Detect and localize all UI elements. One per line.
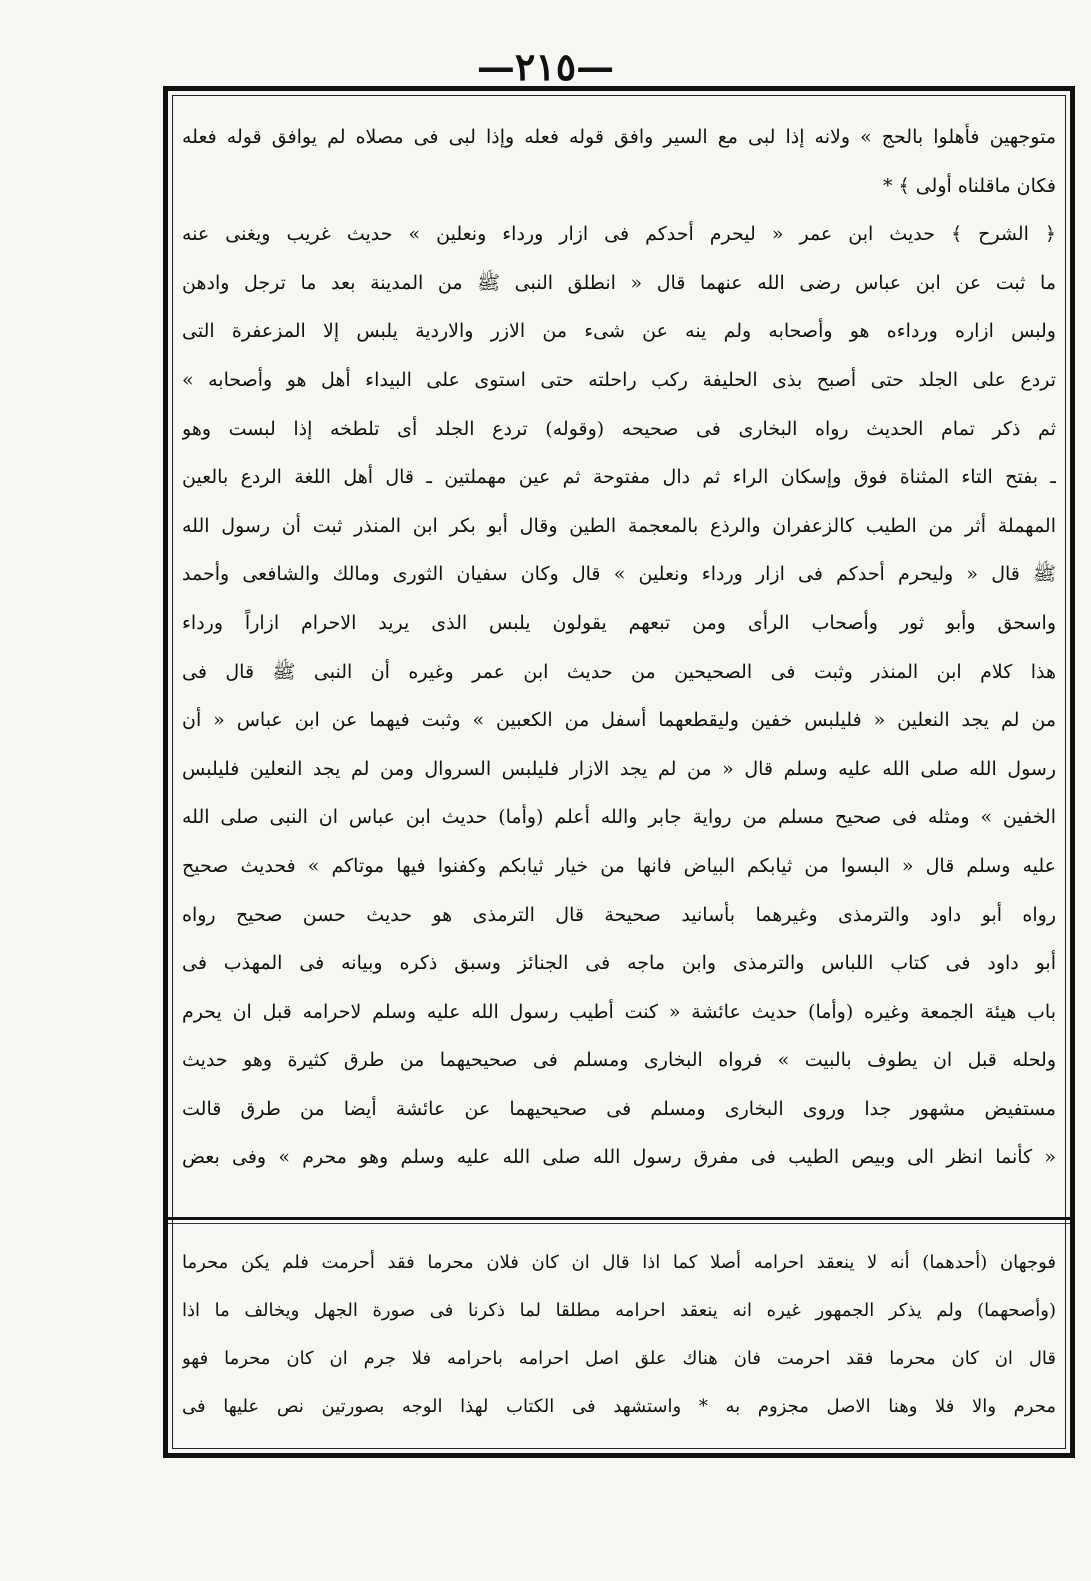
main-line: ﴿ الشرح ﴾ حديث ابن عمر « ليحرم أحدكم فى ازار ورداء ونعلين » حديث غريب ويغنى عنه	[182, 223, 1056, 246]
main-line: عليه وسلم قال « البسوا من ثيابكم البياض فانها من خيار ثيابكم وكفنوا فيها موتاكم » فحديث صحيح	[182, 854, 1056, 877]
main-line: أبو داود فى كتاب اللباس والترمذى وابن ماجه فى الجنائز وسبق ذكره وبيانه فى المهذب فى	[182, 952, 1056, 975]
footnote-line: فوجهان (أحدهما) أنه لا ينعقد احرامه أصلا كما اذا قال ان كان فلان محرما فقد أحرمت فلم يكن محرما	[182, 1252, 1056, 1273]
main-line: ﷺ قال « وليحرم أحدكم فى ازار ورداء ونعلين » قال وكان سفيان الثورى ومالك والشافعى وأحمد	[182, 563, 1056, 586]
footnote-line: محرم والا فلا وهنا الاصل مجزوم به * واستشهد فى الكتاب لهذا الوجه بصورتين نص عليها فى	[182, 1396, 1056, 1417]
main-line: فكان ماقلناه أولى ﴾ *	[882, 174, 1056, 197]
main-line: « كأنما انظر الى وبيص الطيب فى مفرق رسول الله صلى الله عليه وسلم وهو محرم » وفى بعض	[182, 1146, 1056, 1169]
main-line: هذا كلام ابن المنذر وثبت فى الصحيحين من حديث ابن عمر وغيره أن النبى ﷺ قال فى	[182, 660, 1056, 683]
page-number: —٢١٥—	[476, 44, 615, 89]
main-line: مستفيض مشهور جدا وروى البخارى ومسلم فى صحيحيهما عن عائشة أيضا من طرق قالت	[182, 1097, 1056, 1120]
footnote-text-body	[182, 1239, 1056, 1449]
main-line: المهملة أثر من الطيب كالزعفران والرذع بالمعجمة الطين وقال أبو بكر ابن المنذر ثبت أن رسول الله	[182, 514, 1056, 537]
main-line: رواه أبو داود والترمذى وغيرهما بأسانيد صحيحة قال الترمذى هو حديث حسن صحيح رواه	[182, 903, 1056, 926]
main-line: ـ بفتح التاء المثناة فوق وإسكان الراء ثم دال مفتوحة ثم عين مهملتين ـ قال أهل اللغة الردع بالعين	[182, 466, 1056, 489]
main-line: واسحق وأبو ثور وأصحاب الرأى ومن تبعهم يقولون يلبس الذى يريد الاحرام ازاراً ورداء	[182, 611, 1056, 634]
main-line: ما ثبت عن ابن عباس رضى الله عنهما قال « انطلق النبى ﷺ من المدينة بعد ما ترجل وادهن	[182, 271, 1056, 294]
main-line: ثم ذكر تمام الحديث رواه البخارى فى صحيحه (وقوله) تردع الجلد أى تلطخه إذا لبست وهو	[182, 417, 1056, 440]
main-line: الخفين » ومثله فى صحيح مسلم من رواية جابر والله أعلم (وأما) حديث ابن عباس ان النبى صلى الله	[182, 806, 1056, 829]
footnote-line: (وأصحهما) ولم يذكر الجمهور غيره انه ينعقد احرامه مطلقا لما ذكرنا فى صورة الجهل ويخالف ما اذا	[182, 1300, 1056, 1321]
main-line: تردع على الجلد حتى أصبح بذى الحليفة ركب راحلته حتى استوى على البيداء أهل هو وأصحابه »	[182, 368, 1056, 391]
main-text-body	[182, 113, 1056, 1203]
footnote-separator	[168, 1217, 1070, 1220]
main-line: رسول الله صلى الله عليه وسلم قال « من لم يجد الازار فليلبس السروال ومن لم يجد النعلين فليلبس	[182, 757, 1056, 780]
main-line: ولبس ازاره ورداءه هو وأصحابه ولم ينه عن شىء من الازر والاردية يلبس إلا المزعفرة التى	[182, 320, 1056, 343]
main-line: متوجهين فأهلوا بالحج » ولانه إذا لبى مع السير وافق قوله فعله وإذا لبى فى مصلاه لم يوافق قوله فعله	[182, 126, 1056, 148]
footnote-separator-thin	[168, 1223, 1070, 1224]
page-frame	[163, 86, 1075, 1458]
main-line: باب هيئة الجمعة وغيره (وأما) حديث عائشة « كنت أطيب رسول الله عليه وسلم لاحرامه قبل ان يحرم	[182, 1000, 1056, 1023]
main-line: من لم يجد النعلين « فليلبس خفين وليقطعهما أسفل من الكعبين » وثبت فيهما عن ابن عباس « أن	[182, 709, 1056, 732]
main-line: ولحله قبل ان يطوف بالبيت » فرواه البخارى ومسلم فى صحيحيهما من طرق كثيرة وهو حديث	[182, 1049, 1056, 1072]
footnote-line: قال ان كان محرما فقد احرمت فان هناك علق اصل احرامه باحرامه فلا جرم ان كان محرما فهو	[182, 1348, 1056, 1369]
